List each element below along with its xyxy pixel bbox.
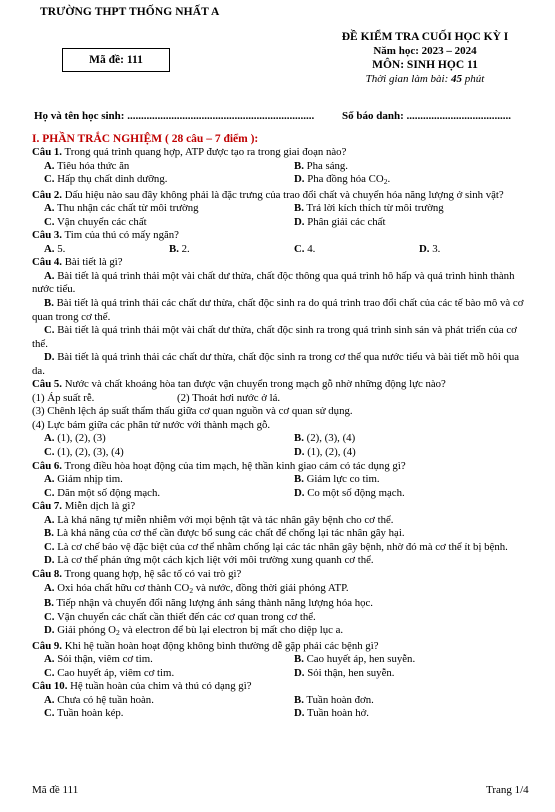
option-text: Pha đồng hóa CO (304, 173, 384, 186)
option-letter: C. (44, 707, 55, 720)
subject: MÔN: SINH HỌC 11 (372, 59, 478, 71)
option-b[interactable] (32, 297, 532, 324)
question-text: Hệ tuần hoàn của chim và thú có dạng gì? (67, 680, 252, 693)
option-a[interactable] (32, 202, 282, 216)
question-number: Câu 1. (32, 146, 62, 158)
option-letter: D. (294, 446, 305, 459)
option-letter: B. (294, 159, 304, 172)
option-c[interactable] (32, 446, 282, 460)
option-text: Sỏi thận, hen suyễn. (304, 666, 395, 679)
option-text: Là khả năng của cơ thể cần được bổ sung các chất để chống lại tác nhân gây hại. (53, 527, 405, 540)
question-9 (32, 640, 532, 681)
option-text: Là cơ thể phản ứng một cách kịch liệt với môi trường xung quanh cơ thể. (54, 554, 374, 567)
option-text-tail: và electron để bù lại electron bị mất cho diệp lục a. (119, 624, 344, 637)
question-1 (32, 146, 532, 189)
option-text: (1), (2), (3) (54, 432, 106, 445)
option-letter: C. (44, 173, 55, 186)
section-title: I. PHẦN TRẮC NGHIỆM ( 28 câu – 7 điểm ): (32, 133, 259, 145)
option-text: Là khả năng tự miễn nhiễm với mọi bệnh tật và tác nhân gây bệnh cho cơ thể. (54, 513, 394, 526)
question-text: Nước và chất khoáng hòa tan được vận chuyển trong mạch gỗ nhờ những động lực nào? (62, 378, 446, 391)
option-d[interactable] (407, 243, 532, 257)
option-a[interactable] (32, 243, 157, 257)
option-b[interactable] (32, 527, 532, 541)
option-d[interactable] (32, 624, 532, 640)
question-number: Câu 3. (32, 229, 62, 242)
option-text: Chưa có hệ tuần hoàn. (54, 693, 154, 706)
option-letter: B. (294, 473, 304, 486)
option-b[interactable] (282, 694, 532, 708)
option-text: Tiếp nhận và chuyển đổi năng lượng ánh sáng thành năng lượng hóa học. (53, 597, 373, 610)
option-letter: A. (44, 581, 55, 594)
option-text: Bài tiết là quá trình thải các chất dư thừa, chất độc sinh ra trong cơ thể qua nước tiểu và bài tiết mồ hôi qua da. (32, 351, 520, 377)
option-text: Là cơ chế bảo vệ đặc biệt của cơ thể nhằm chống lại các tác nhân gây bệnh, nhờ đó mà cơ thể ít bị bệnh. (54, 540, 508, 553)
option-text: Oxi hóa chất hữu cơ thành CO (54, 581, 190, 594)
question-text: Trong quá trình quang hợp, ATP được tạo ra trong giai đoạn nào? (62, 146, 347, 158)
question-number: Câu 2. (32, 188, 62, 201)
option-a[interactable] (32, 270, 532, 297)
option-text: (2), (3), (4) (303, 432, 356, 445)
school-name: TRƯỜNG THPT THỐNG NHẤT A (40, 6, 220, 18)
option-text: Vận chuyển các chất (54, 215, 147, 228)
option-letter: A. (44, 653, 55, 666)
option-text: Co một số động mạch. (304, 486, 405, 499)
option-letter: D. (294, 173, 305, 186)
question-number: Câu 5. (32, 378, 62, 391)
option-letter: D. (294, 215, 305, 228)
statement: (3) Chênh lệch áp suất thẩm thấu giữa cơ quan nguồn và cơ quan sử dụng. (32, 405, 353, 418)
option-letter: B. (294, 432, 304, 445)
duration-label: Thời gian làm bài: (365, 73, 451, 85)
option-c[interactable] (32, 667, 282, 681)
option-letter: B. (44, 527, 54, 540)
option-letter: A. (44, 242, 55, 255)
footer-page-number: Trang 1/4 (486, 784, 529, 796)
option-text: Dãn một số động mạch. (54, 486, 161, 499)
option-letter: B. (44, 597, 54, 610)
option-a[interactable] (32, 694, 282, 708)
option-text: (1), (2), (3), (4) (54, 446, 124, 459)
option-letter: A. (44, 202, 55, 215)
option-letter: A. (44, 693, 55, 706)
option-letter: B. (169, 242, 179, 255)
option-text: 4. (304, 242, 316, 255)
option-text: Bài tiết là quá trình thải một vài chất dư thừa, chất độc sinh ra trong quá trình sinh sản và phát triển của cơ thể. (32, 324, 517, 350)
question-number: Câu 4. (32, 256, 62, 269)
option-d[interactable] (32, 351, 532, 378)
option-text: Phân giải các chất (304, 215, 386, 228)
option-letter: D. (44, 351, 55, 364)
duration-unit: phút (462, 73, 485, 85)
option-b[interactable] (282, 653, 532, 667)
option-letter: C. (294, 242, 305, 255)
question-number: Câu 7. (32, 500, 62, 513)
option-letter: D. (294, 707, 305, 720)
question-8 (32, 568, 532, 640)
option-text: Cao huyết áp, viêm cơ tim. (54, 666, 175, 679)
option-text: Pha sáng. (303, 159, 348, 172)
question-7 (32, 500, 532, 568)
subscript: 2 (115, 628, 120, 638)
option-c[interactable] (282, 243, 407, 257)
question-number: Câu 10. (32, 680, 68, 693)
option-letter: C. (44, 486, 55, 499)
option-d[interactable] (32, 554, 532, 568)
option-letter: B. (294, 202, 304, 215)
option-text: Tuần hoàn đơn. (303, 693, 374, 706)
question-text: Dấu hiệu nào sau đây không phải là đặc trưng của trao đổi chất và chuyển hóa năng lượng ở sinh vật? (62, 188, 504, 201)
school-header (40, 6, 240, 18)
answer-options (32, 653, 532, 680)
question-text: Tim của thú có mấy ngăn? (62, 229, 179, 242)
option-text: Hấp thụ chất dinh dưỡng. (54, 173, 168, 186)
option-text: 5. (54, 242, 66, 255)
answer-options (32, 694, 532, 721)
question-10 (32, 680, 532, 721)
statement: (4) Lực bám giữa các phân tử nước với thành mạch gỗ. (32, 418, 271, 431)
option-c[interactable] (32, 487, 282, 501)
option-text: Tuần hoàn hở. (304, 707, 370, 720)
option-c[interactable] (32, 707, 282, 721)
option-a[interactable] (32, 432, 282, 446)
option-b[interactable] (157, 243, 282, 257)
option-letter: C. (44, 666, 55, 679)
question-text: Trong điều hòa hoạt động của tim mạch, hệ thần kinh giao cảm có tác dụng gì? (62, 459, 406, 472)
student-info (34, 110, 534, 122)
option-b[interactable] (282, 160, 532, 174)
question-number: Câu 8. (32, 567, 62, 580)
question-5 (32, 378, 532, 459)
option-letter: D. (419, 242, 430, 255)
option-text: Tiêu hóa thức ăn (54, 159, 130, 172)
option-b[interactable] (282, 202, 532, 216)
option-text: Bài tiết là quá trình thải các chất dư thừa, chất độc sinh ra do quá trình trao đổi chất của các tế bào mô và cơ quan trong cơ thể. (32, 297, 524, 323)
option-a[interactable] (32, 160, 282, 174)
option-a[interactable] (32, 473, 282, 487)
question-4 (32, 256, 532, 378)
answer-options (32, 473, 532, 500)
option-c[interactable] (32, 324, 532, 351)
option-a[interactable] (32, 514, 532, 528)
option-d[interactable] (282, 667, 532, 681)
question-3 (32, 229, 532, 256)
option-text: Giảm nhịp tim. (54, 473, 123, 486)
exam-title: ĐỀ KIỂM TRA CUỐI HỌC KỲ I (341, 31, 509, 43)
option-c[interactable] (32, 541, 532, 555)
student-id-field[interactable]: Số báo danh: ...................................... (342, 110, 512, 122)
school-year: Năm học: 2023 – 2024 (373, 45, 477, 57)
answer-options (32, 202, 532, 229)
option-a[interactable] (32, 653, 282, 667)
option-b[interactable] (282, 432, 532, 446)
question-2 (32, 189, 532, 230)
option-d[interactable] (282, 487, 532, 501)
option-text: Tuần hoàn kép. (54, 707, 124, 720)
option-letter: A. (44, 432, 55, 445)
question-text: Trong quang hợp, hệ sắc tố có vai trò gì? (62, 567, 242, 580)
question-text: Miễn dịch là gì? (62, 500, 136, 513)
option-text: Thu nhận các chất từ môi trường (54, 202, 199, 215)
statement: (2) Thoát hơi nước ở lá. (177, 391, 281, 404)
option-text: Sỏi thận, viêm cơ tim. (54, 653, 153, 666)
option-text: 3. (429, 242, 441, 255)
option-text: Giảm lực co tim. (303, 473, 380, 486)
exam-header (300, 30, 550, 86)
option-text: Bài tiết là quá trình thải một vài chất dư thừa, chất độc thông qua quá trình hô hấp và quá trình hình thành nước tiểu. (32, 269, 515, 296)
option-letter: B. (294, 653, 304, 666)
student-name-field[interactable]: Họ và tên học sinh: .................................................................... (34, 110, 315, 122)
answer-options (32, 243, 532, 257)
question-6 (32, 460, 532, 501)
option-b[interactable] (282, 473, 532, 487)
option-d[interactable] (282, 707, 532, 721)
question-text: Khi hệ tuần hoàn hoạt động không bình thường dễ gặp phải các bệnh gì? (62, 639, 379, 652)
option-letter: B. (294, 693, 304, 706)
question-text: Bài tiết là gì? (62, 256, 123, 269)
option-text: (1), (2), (4) (304, 446, 356, 459)
option-letter: D. (294, 666, 305, 679)
option-text: Vận chuyển các chất cần thiết đến các cơ quan trong cơ thể. (54, 610, 316, 623)
option-c[interactable] (32, 611, 532, 625)
option-text-tail: . (387, 173, 391, 186)
option-text: Trả lời kích thích từ môi trường (303, 202, 444, 215)
option-letter: C. (44, 215, 55, 228)
answer-options (32, 160, 532, 189)
subscript: 2 (189, 585, 194, 595)
option-b[interactable] (32, 597, 532, 611)
option-letter: C. (44, 324, 55, 337)
option-a[interactable] (32, 582, 532, 598)
question-number: Câu 6. (32, 459, 62, 472)
question-number: Câu 9. (32, 639, 62, 652)
option-letter: C. (44, 446, 55, 459)
option-letter: A. (44, 159, 55, 172)
option-letter: D. (44, 624, 55, 637)
option-c[interactable] (32, 173, 282, 189)
option-d[interactable] (282, 216, 532, 230)
option-letter: A. (44, 513, 55, 526)
option-letter: A. (44, 473, 55, 486)
footer-exam-code: Mã đề 111 (32, 784, 79, 796)
option-text-tail: và nước, đồng thời giải phóng ATP. (193, 581, 349, 594)
option-c[interactable] (32, 216, 282, 230)
option-letter: D. (294, 486, 305, 499)
questions-list (32, 146, 532, 721)
duration-value: 45 (451, 73, 462, 85)
option-d[interactable] (282, 173, 532, 189)
option-letter: C. (44, 540, 55, 553)
statement: (1) Áp suất rễ. (32, 391, 95, 404)
exam-code-box: Mã đề: 111 (62, 48, 170, 72)
option-text: 2. (178, 242, 190, 255)
option-letter: A. (44, 269, 55, 282)
option-text: Giải phóng O (54, 624, 116, 637)
duration (300, 72, 550, 86)
option-d[interactable] (282, 446, 532, 460)
subscript: 2 (383, 177, 388, 187)
option-letter: B. (44, 297, 54, 310)
option-letter: C. (44, 610, 55, 623)
option-text: Cao huyết áp, hen suyễn. (303, 653, 416, 666)
answer-options (32, 432, 532, 459)
option-letter: D. (44, 554, 55, 567)
statement-row (32, 392, 532, 406)
